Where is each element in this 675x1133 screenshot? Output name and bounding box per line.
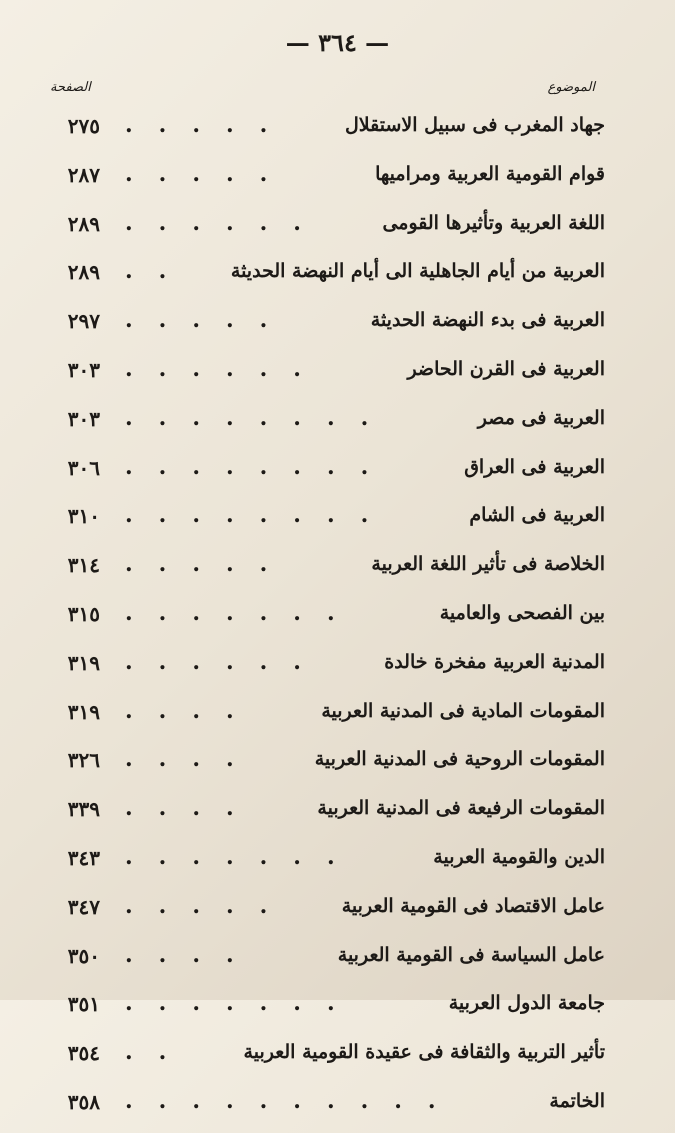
dot-leader: .... bbox=[125, 795, 260, 822]
toc-entry-page: ٣٤٣ bbox=[67, 845, 100, 870]
toc-entry-title: جهاد المغرب فى سبيل الاستقلال bbox=[344, 114, 605, 136]
column-header-topic: الموضوع bbox=[547, 80, 595, 95]
toc-entry bbox=[0, 840, 675, 889]
toc-entry-title: تأثير التربية والثقافة فى عقيدة القومية العربية bbox=[243, 1041, 605, 1064]
dot-leader: ........ bbox=[125, 453, 395, 480]
dot-leader: ..... bbox=[125, 892, 294, 919]
dot-leader: ...... bbox=[125, 209, 327, 236]
toc-entry-page: ٣٥٤ bbox=[67, 1041, 100, 1066]
toc-entry-title: المدنية العربية مفخرة خالدة bbox=[384, 650, 605, 673]
dot-leader: ....... bbox=[125, 599, 361, 626]
toc-entry bbox=[0, 791, 675, 840]
toc-entry-title: العربية فى القرن الحاضر bbox=[407, 357, 605, 380]
toc-entry-title: الخاتمة bbox=[549, 1089, 605, 1112]
toc-entry-page: ٣٠٦ bbox=[67, 455, 100, 480]
toc-entry-page: ٣١٤ bbox=[67, 553, 100, 578]
toc-entry-page: ٢٩٧ bbox=[67, 309, 100, 334]
toc-entry-title: جامعة الدول العربية bbox=[448, 992, 605, 1015]
dot-leader: ....... bbox=[125, 990, 361, 1017]
toc-entry-page: ٣٠٣ bbox=[67, 357, 100, 382]
toc-entry-title: عامل السياسة فى القومية العربية bbox=[337, 943, 605, 966]
toc-entry bbox=[0, 450, 675, 499]
dot-leader: .. bbox=[125, 1039, 193, 1066]
toc-entry bbox=[0, 157, 675, 206]
toc-entry-title: المقومات الروحية فى المدنية العربية bbox=[314, 748, 605, 771]
toc-entry-title: العربية فى بدء النهضة الحديثة bbox=[370, 309, 605, 332]
table-of-contents bbox=[0, 108, 675, 1133]
dot-leader: .... bbox=[125, 746, 260, 773]
toc-entry-title: العربية فى مصر bbox=[477, 406, 605, 429]
toc-entry bbox=[0, 1084, 675, 1133]
toc-entry bbox=[0, 596, 675, 645]
dot-leader: ..... bbox=[125, 551, 294, 578]
toc-entry bbox=[0, 645, 675, 694]
dot-leader: ....... bbox=[125, 843, 361, 870]
dot-leader: ...... bbox=[125, 648, 327, 675]
toc-entry bbox=[0, 986, 675, 1035]
dot-leader: .... bbox=[125, 941, 260, 968]
dot-leader: .. bbox=[125, 258, 193, 285]
dot-leader: ..... bbox=[125, 112, 294, 138]
toc-entry-title: الدين والقومية العربية bbox=[433, 845, 605, 868]
dot-leader: ...... bbox=[125, 355, 327, 382]
page-number: — ٣٦٤ — bbox=[285, 28, 390, 57]
dot-leader: .... bbox=[125, 697, 260, 724]
toc-entry bbox=[0, 206, 675, 255]
toc-entry-title: العربية من أيام الجاهلية الى أيام النهضة الحديثة bbox=[230, 260, 605, 283]
toc-entry-title: اللغة العربية وتأثيرها القومى bbox=[382, 211, 605, 234]
toc-entry-page: ٣١٠ bbox=[67, 504, 100, 529]
toc-entry bbox=[0, 694, 675, 743]
dot-leader: .......... bbox=[125, 1087, 462, 1114]
toc-entry-page: ٣١٥ bbox=[67, 601, 100, 626]
toc-entry-page: ٣٥٨ bbox=[67, 1089, 100, 1114]
toc-entry bbox=[0, 108, 675, 157]
toc-entry bbox=[0, 498, 675, 547]
toc-entry-page: ٣١٩ bbox=[67, 650, 100, 675]
toc-entry-page: ٢٨٩ bbox=[67, 260, 100, 285]
dot-leader: ........ bbox=[125, 502, 395, 529]
toc-entry-title: بين الفصحى والعامية bbox=[439, 601, 605, 624]
toc-entry-title: العربية فى العراق bbox=[464, 455, 605, 478]
toc-entry-page: ٣٠٣ bbox=[67, 406, 100, 431]
toc-entry-page: ٣٥٠ bbox=[67, 943, 100, 968]
dot-leader: ..... bbox=[125, 307, 294, 334]
toc-entry-page: ٣١٩ bbox=[67, 699, 100, 724]
toc-entry bbox=[0, 254, 675, 303]
toc-entry-page: ٣٥١ bbox=[67, 992, 100, 1017]
toc-entry-title: الخلاصة فى تأثير اللغة العربية bbox=[371, 553, 605, 576]
toc-entry bbox=[0, 352, 675, 401]
toc-entry bbox=[0, 303, 675, 352]
toc-entry-page: ٢٨٩ bbox=[67, 211, 100, 236]
toc-entry-title: عامل الاقتصاد فى القومية العربية bbox=[341, 894, 605, 917]
toc-entry bbox=[0, 1035, 675, 1084]
toc-entry-page: ٣٢٦ bbox=[67, 748, 100, 773]
toc-entry bbox=[0, 742, 675, 791]
dot-leader: ..... bbox=[125, 160, 294, 187]
dot-leader: ........ bbox=[125, 404, 395, 431]
toc-entry-page: ٣٤٧ bbox=[67, 894, 100, 919]
toc-entry bbox=[0, 938, 675, 987]
toc-entry-title: المقومات الرفيعة فى المدنية العربية bbox=[317, 797, 605, 820]
toc-entry bbox=[0, 547, 675, 596]
column-header-page: الصفحة bbox=[50, 80, 91, 95]
toc-entry-title: المقومات المادية فى المدنية العربية bbox=[321, 699, 605, 722]
toc-entry bbox=[0, 401, 675, 450]
toc-entry-title: قوام القومية العربية ومراميها bbox=[375, 162, 605, 185]
toc-entry bbox=[0, 889, 675, 938]
toc-entry-page: ٢٧٥ bbox=[67, 114, 100, 138]
toc-entry-title: العربية فى الشام bbox=[469, 504, 605, 527]
toc-entry-page: ٢٨٧ bbox=[67, 162, 100, 187]
toc-entry-page: ٣٣٩ bbox=[67, 797, 100, 822]
